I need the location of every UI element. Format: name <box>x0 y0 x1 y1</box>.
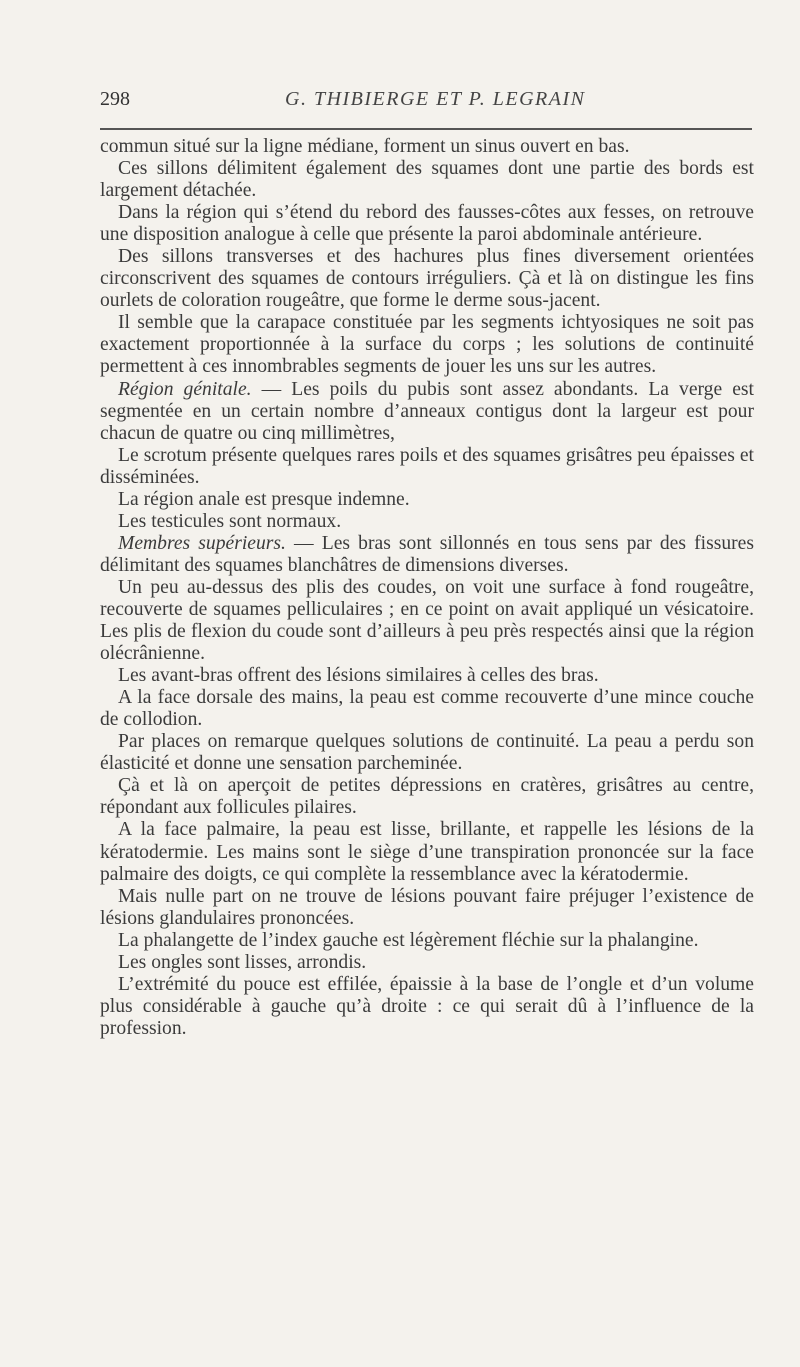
running-title: G. THIBIERGE ET P. LEGRAIN <box>285 88 586 110</box>
paragraph: Çà et là on aperçoit de petites dépressions en cratères, grisâtres au centre, répondant aux follicules pilaires. <box>100 775 754 819</box>
paragraph: Les testicules sont normaux. <box>118 510 342 532</box>
header-rule <box>100 128 752 130</box>
body-text <box>100 136 754 1040</box>
section-heading: Région génitale. <box>118 378 252 400</box>
paragraph: Le scrotum présente quelques rares poils et des squames grisâtres peu épaisses et disséminées. <box>100 444 754 488</box>
paragraph: Un peu au-dessus des plis des coudes, on voit une surface à fond rougeâtre, recouverte de squames pelliculaires ; en ce point on avait appliqué un vésicatoire. Les plis de flexion du coude sont d’ailleurs à peu près respectés ainsi que la région olécrânienne. <box>100 576 754 665</box>
paragraph: Des sillons transverses et des hachures plus fines diversement orientées circonscrivent des squames de contours irréguliers. Çà et là on distingue les fins ourlets de coloration rougeâtre, que forme le derme sous-jacent. <box>100 246 754 312</box>
paragraph: A la face palmaire, la peau est lisse, brillante, et rappelle les lésions de la kératodermie. Les mains sont le siège d’une transpiration prononcée sur la face palmaire des doigts, ce qui complète la ressemblance avec la kératodermie. <box>100 819 754 885</box>
paragraph-text: — Les bras sont sillonnés en tous sens par des fissures délimitant des squames blanchâtres de dimensions diverses. <box>100 532 754 576</box>
paragraph: Ces sillons délimitent également des squames dont une partie des bords est largement détachée. <box>100 158 754 202</box>
paragraph: La phalangette de l’index gauche est légèrement fléchie sur la phalangine. <box>118 929 699 951</box>
paragraph: Dans la région qui s’étend du rebord des fausses-côtes aux fesses, on retrouve une disposition analogue à celle que présente la paroi abdominale antérieure. <box>100 202 754 246</box>
paragraph: Les ongles sont lisses, arrondis. <box>118 951 367 973</box>
paragraph: Les avant-bras offrent des lésions similaires à celles des bras. <box>118 665 599 687</box>
paragraph: L’extrémité du pouce est effilée, épaissie à la base de l’ongle et d’un volume plus considérable à gauche qu’à droite : ce qui serait dû à l’influence de la profession. <box>100 973 754 1039</box>
paragraph: Par places on remarque quelques solutions de continuité. La peau a perdu son élasticité et donne une sensation parcheminée. <box>100 731 754 775</box>
paragraph <box>100 533 754 577</box>
paragraph: Mais nulle part on ne trouve de lésions pouvant faire préjuger l’existence de lésions glandulaires prononcées. <box>100 885 754 929</box>
page-number: 298 <box>100 88 130 110</box>
paragraph: commun situé sur la ligne médiane, forment un sinus ouvert en bas. <box>100 136 630 157</box>
section-heading: Membres supérieurs. <box>118 532 286 554</box>
paragraph: Il semble que la carapace constituée par les segments ichtyosiques ne soit pas exactement proportionnée à la surface du corps ; les solutions de continuité permettent à ces innombrables segments de jouer les uns sur les autres. <box>100 312 754 378</box>
paragraph <box>100 379 754 445</box>
page-header <box>100 84 750 114</box>
paragraph: La région anale est presque indemne. <box>118 488 410 510</box>
paragraph-text: — Les poils du pubis sont assez abondants. La verge est segmentée en un certain nombre d’anneaux contigus dont la largeur est pour chacun de quatre ou cinq millimètres, <box>100 378 754 444</box>
paragraph: A la face dorsale des mains, la peau est comme recouverte d’une mince couche de collodion. <box>100 687 754 731</box>
